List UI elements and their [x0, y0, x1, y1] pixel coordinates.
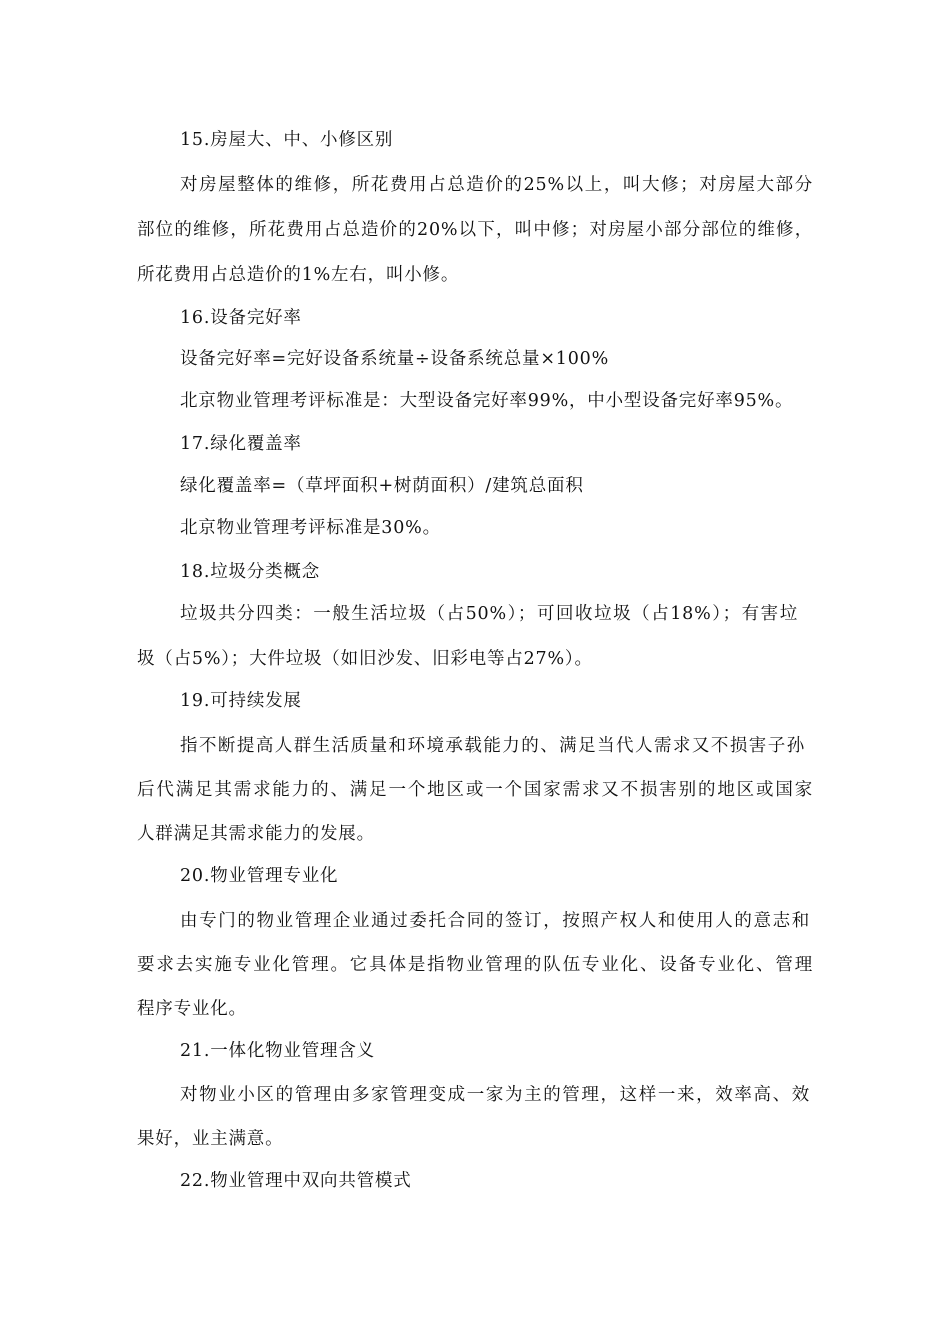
formula-line: 绿化覆盖率=（草坪面积+树荫面积）/建筑总面积: [180, 476, 584, 496]
section-heading: 20.物业管理专业化: [180, 866, 339, 886]
paragraph-line: 指不断提高人群生活质量和环境承载能力的、满足当代人需求又不损害子孙: [180, 736, 805, 756]
paragraph-line: 北京物业管理考评标准是30%。: [180, 518, 441, 538]
paragraph-line: 程序专业化。: [137, 999, 247, 1019]
section-heading: 18.垃圾分类概念: [180, 562, 321, 582]
paragraph-line: 由专门的物业管理企业通过委托合同的签订，按照产权人和使用人的意志和: [180, 911, 810, 931]
section-heading: 19.可持续发展: [180, 691, 302, 711]
paragraph-line: 后代满足其需求能力的、满足一个地区或一个国家需求又不损害别的地区或国家: [137, 780, 813, 800]
paragraph-line: 人群满足其需求能力的发展。: [137, 824, 375, 844]
paragraph-line: 对物业小区的管理由多家管理变成一家为主的管理，这样一来，效率高、效: [180, 1085, 810, 1105]
paragraph-line: 部位的维修，所花费用占总造价的20%以下，叫中修；对房屋小部分部位的维修，: [137, 220, 813, 240]
paragraph-line: 圾（占5%）；大件垃圾（如旧沙发、旧彩电等占27%）。: [137, 649, 593, 669]
section-heading: 21.一体化物业管理含义: [180, 1041, 375, 1061]
paragraph-line: 垃圾共分四类：一般生活垃圾（占50%）；可回收垃圾（占18%）；有害垃: [180, 604, 798, 624]
paragraph-line: 果好，业主满意。: [137, 1129, 284, 1149]
paragraph-line: 北京物业管理考评标准是：大型设备完好率99%，中小型设备完好率95%。: [180, 391, 794, 411]
section-heading: 22.物业管理中双向共管模式: [180, 1171, 412, 1191]
section-heading: 15.房屋大、中、小修区别: [180, 130, 394, 150]
section-heading: 16.设备完好率: [180, 308, 302, 328]
section-heading: 17.绿化覆盖率: [180, 434, 302, 454]
paragraph-line: 所花费用占总造价的1%左右，叫小修。: [137, 265, 460, 285]
formula-line: 设备完好率=完好设备系统量÷设备系统总量×100%: [180, 349, 610, 369]
paragraph-line: 对房屋整体的维修，所花费用占总造价的25%以上，叫大修；对房屋大部分: [180, 175, 813, 195]
paragraph-line: 要求去实施专业化管理。它具体是指物业管理的队伍专业化、设备专业化、管理: [137, 955, 813, 975]
